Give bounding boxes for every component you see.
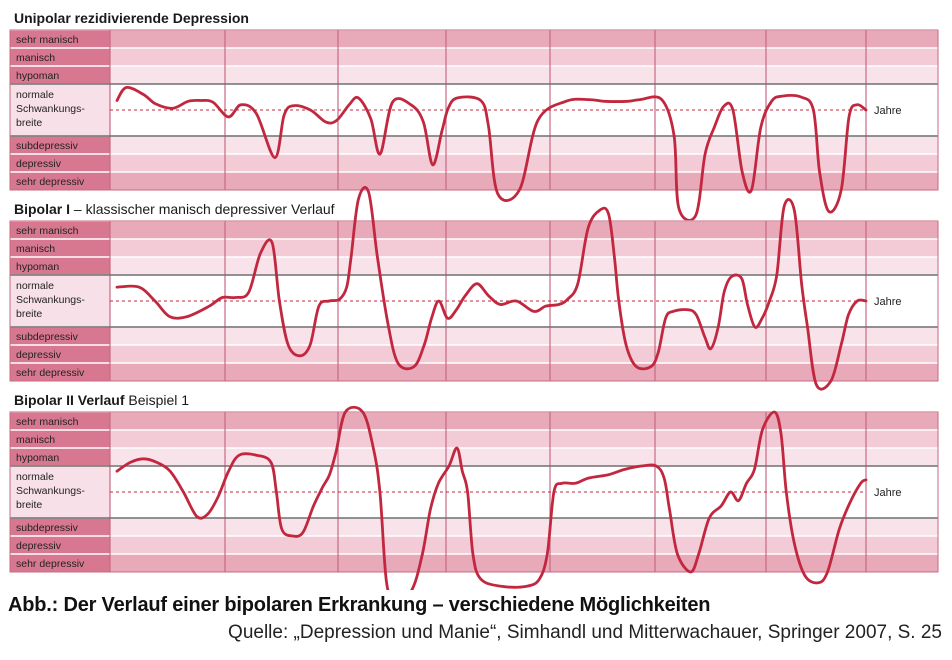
label-normale-line: normale bbox=[16, 471, 54, 483]
label-sehr-manisch: sehr manisch bbox=[16, 34, 79, 46]
severity-band-subdepressiv bbox=[110, 518, 938, 536]
severity-band-depressiv bbox=[110, 154, 938, 172]
x-axis-label-jahre: Jahre bbox=[874, 105, 902, 117]
panel-title bbox=[14, 392, 189, 408]
label-normale-line: breite bbox=[16, 499, 43, 511]
panel-title-rest: Beispiel 1 bbox=[124, 392, 190, 408]
severity-band-depressiv bbox=[110, 345, 938, 363]
label-normale-line: Schwankungs- bbox=[16, 485, 85, 497]
severity-band-manisch bbox=[110, 48, 938, 66]
panel-title bbox=[14, 201, 335, 217]
label-sehr-manisch: sehr manisch bbox=[16, 416, 79, 428]
label-manisch: manisch bbox=[16, 243, 56, 255]
label-depressiv: depressiv bbox=[16, 349, 61, 361]
severity-band-subdepressiv bbox=[110, 327, 938, 345]
x-axis-label-jahre: Jahre bbox=[874, 296, 902, 308]
label-normale-line: breite bbox=[16, 308, 43, 320]
label-depressiv: depressiv bbox=[16, 540, 61, 552]
label-subdepressiv: subdepressiv bbox=[16, 522, 78, 534]
severity-band-sehr_manisch bbox=[110, 412, 938, 430]
severity-band-sehr_depressiv bbox=[110, 554, 938, 572]
label-hypoman: hypoman bbox=[16, 261, 60, 273]
panel-title-rest: – klassischer manisch depressiver Verlauf bbox=[70, 201, 335, 217]
label-subdepressiv: subdepressiv bbox=[16, 331, 78, 343]
label-hypoman: hypoman bbox=[16, 70, 60, 82]
severity-band-subdepressiv bbox=[110, 136, 938, 154]
label-sehr-depressiv: sehr depressiv bbox=[16, 176, 85, 188]
label-sehr-manisch: sehr manisch bbox=[16, 225, 79, 237]
figure-caption: Abb.: Der Verlauf einer bipolaren Erkrankung – verschiedene Möglichkeiten bbox=[8, 594, 711, 616]
label-manisch: manisch bbox=[16, 434, 56, 446]
severity-band-manisch bbox=[110, 430, 938, 448]
label-normale-line: Schwankungs- bbox=[16, 294, 85, 306]
x-axis-label-jahre: Jahre bbox=[874, 487, 902, 499]
severity-band-depressiv bbox=[110, 536, 938, 554]
panel-title-bold: Bipolar I bbox=[14, 201, 71, 217]
severity-band-sehr_manisch bbox=[110, 221, 938, 239]
severity-band-sehr_manisch bbox=[110, 30, 938, 48]
label-normale-line: Schwankungs- bbox=[16, 103, 85, 115]
severity-band-manisch bbox=[110, 239, 938, 257]
panel-title-bold: Unipolar rezidivierende Depression bbox=[14, 10, 249, 26]
label-normale-line: normale bbox=[16, 280, 54, 292]
severity-band-hypoman bbox=[110, 66, 938, 84]
label-subdepressiv: subdepressiv bbox=[16, 140, 78, 152]
panel-title-bold: Bipolar II Verlauf bbox=[14, 392, 125, 408]
figure-source: Quelle: „Depression und Manie“, Simhandl und Mitterwachauer, Springer 2007, S. 25 bbox=[228, 622, 942, 643]
label-depressiv: depressiv bbox=[16, 158, 61, 170]
panel-title bbox=[14, 10, 249, 26]
severity-band-hypoman bbox=[110, 257, 938, 275]
label-sehr-depressiv: sehr depressiv bbox=[16, 367, 85, 379]
label-sehr-depressiv: sehr depressiv bbox=[16, 558, 85, 570]
label-normale-line: normale bbox=[16, 89, 54, 101]
label-normale-line: breite bbox=[16, 117, 43, 129]
label-manisch: manisch bbox=[16, 52, 56, 64]
label-hypoman: hypoman bbox=[16, 452, 60, 464]
